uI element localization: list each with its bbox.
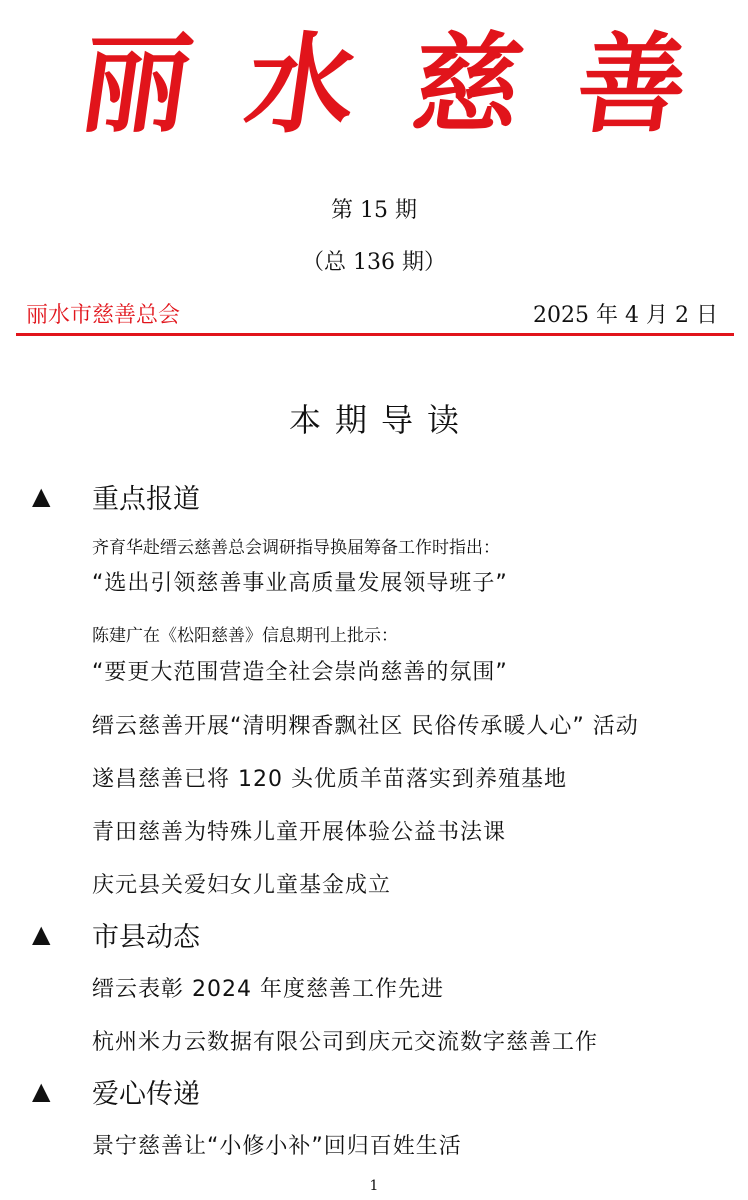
publish-date: 2025 年 4 月 2 日 (533, 303, 718, 328)
triangle-marker-icon: ▲ (32, 1077, 51, 1105)
masthead-char-shan: 善 (569, 23, 695, 148)
toc-subline: 齐育华赴缙云慈善总会调研指导换届筹备工作时指出： (92, 538, 500, 558)
toc-title: 本期导读 (288, 401, 473, 439)
toc-headline: “选出引领慈善事业高质量发展领导班子” (92, 571, 508, 596)
section-title: 重点报道 (92, 483, 200, 515)
section-title: 爱心传递 (92, 1078, 200, 1110)
issue-number: 第 15 期 (331, 198, 417, 223)
toc-item: 青田慈善为特殊儿童开展体验公益书法课 (92, 820, 507, 845)
toc-headline: “要更大范围营造全社会崇尚慈善的氛围” (92, 660, 508, 685)
toc-item: 缙云表彰 2024 年度慈善工作先进 (92, 977, 444, 1002)
triangle-marker-icon: ▲ (32, 920, 51, 948)
section-heading (32, 914, 200, 954)
masthead-char-ci: 慈 (403, 23, 530, 148)
toc-item: 杭州米力云数据有限公司到庆元交流数字慈善工作 (92, 1030, 599, 1055)
section-heading (32, 476, 200, 516)
header-divider (16, 333, 734, 336)
toc-item: 景宁慈善让“小修小补”回归百姓生活 (92, 1134, 462, 1159)
masthead-char-li: 丽 (73, 23, 199, 148)
toc-item: 缙云慈善开展“清明粿香飘社区 民俗传承暖人心” 活动 (92, 714, 639, 739)
toc-subline: 陈建广在《松阳慈善》信息期刊上批示： (92, 626, 398, 646)
toc-item: 庆元县关爱妇女儿童基金成立 (92, 873, 392, 898)
section-heading (32, 1071, 200, 1111)
publisher-row (0, 300, 748, 332)
section-title: 市县动态 (92, 921, 200, 953)
page-number: 1 (369, 1178, 379, 1194)
toc-item: 遂昌慈善已将 120 头优质羊苗落实到养殖基地 (92, 767, 567, 792)
masthead-logo (0, 6, 748, 166)
masthead-char-shui: 水 (238, 23, 365, 148)
triangle-marker-icon: ▲ (32, 482, 51, 510)
issue-total: （总 136 期） (302, 250, 446, 275)
publisher-name: 丽水市慈善总会 (26, 303, 181, 328)
